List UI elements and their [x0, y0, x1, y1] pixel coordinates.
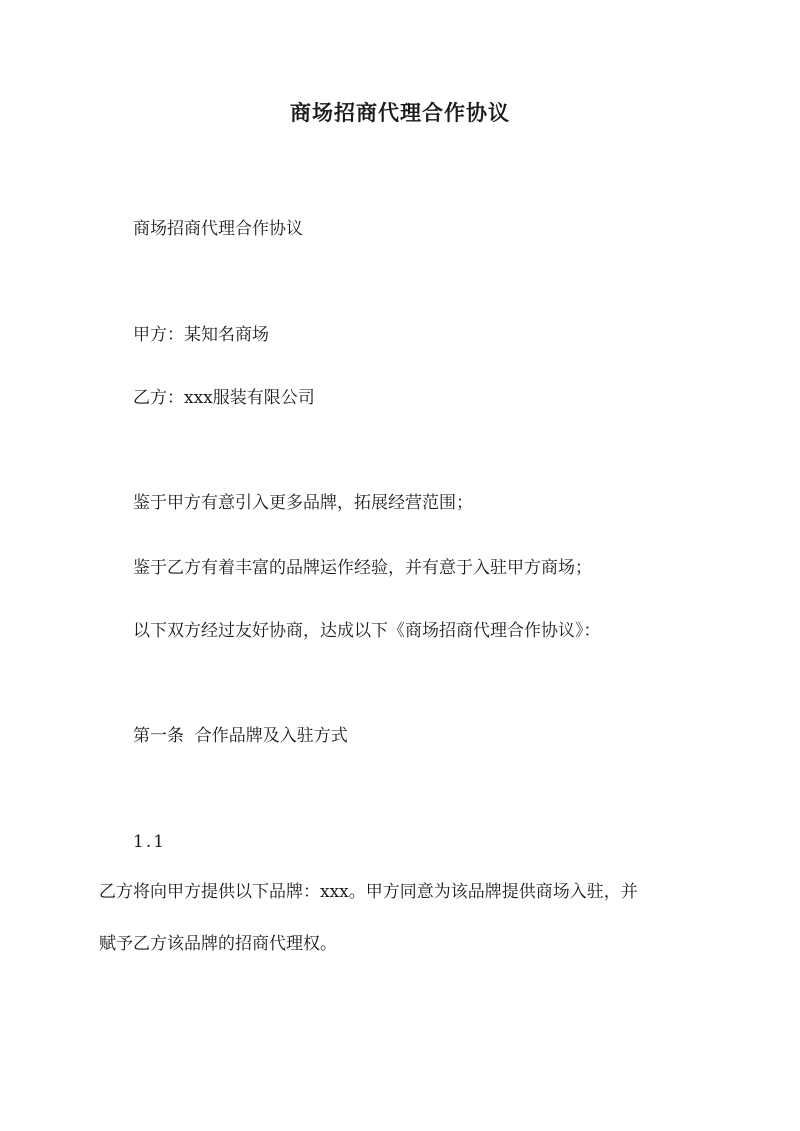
recital-2: 鉴于乙方有着丰富的品牌运作经验，并有意于入驻甲方商场； — [133, 558, 592, 578]
party-b: 乙方：xxx服装有限公司 — [133, 388, 315, 408]
clause-text-line-2: 赋予乙方该品牌的招商代理权。 — [99, 934, 337, 954]
recital-1: 鉴于甲方有意引入更多品牌，拓展经营范围； — [133, 493, 473, 513]
article-1-heading: 第一条 合作品牌及入驻方式 — [133, 726, 348, 746]
clause-text-line-1: 乙方将向甲方提供以下品牌：xxx。甲方同意为该品牌提供商场入驻，并 — [99, 882, 638, 902]
recital-3: 以下双方经过友好协商，达成以下《商场招商代理合作协议》： — [133, 621, 601, 641]
party-a: 甲方：某知名商场 — [133, 325, 269, 345]
document-subtitle: 商场招商代理合作协议 — [133, 219, 303, 239]
document-title: 商场招商代理合作协议 — [290, 100, 510, 125]
clause-number: 1.1 — [133, 832, 167, 852]
